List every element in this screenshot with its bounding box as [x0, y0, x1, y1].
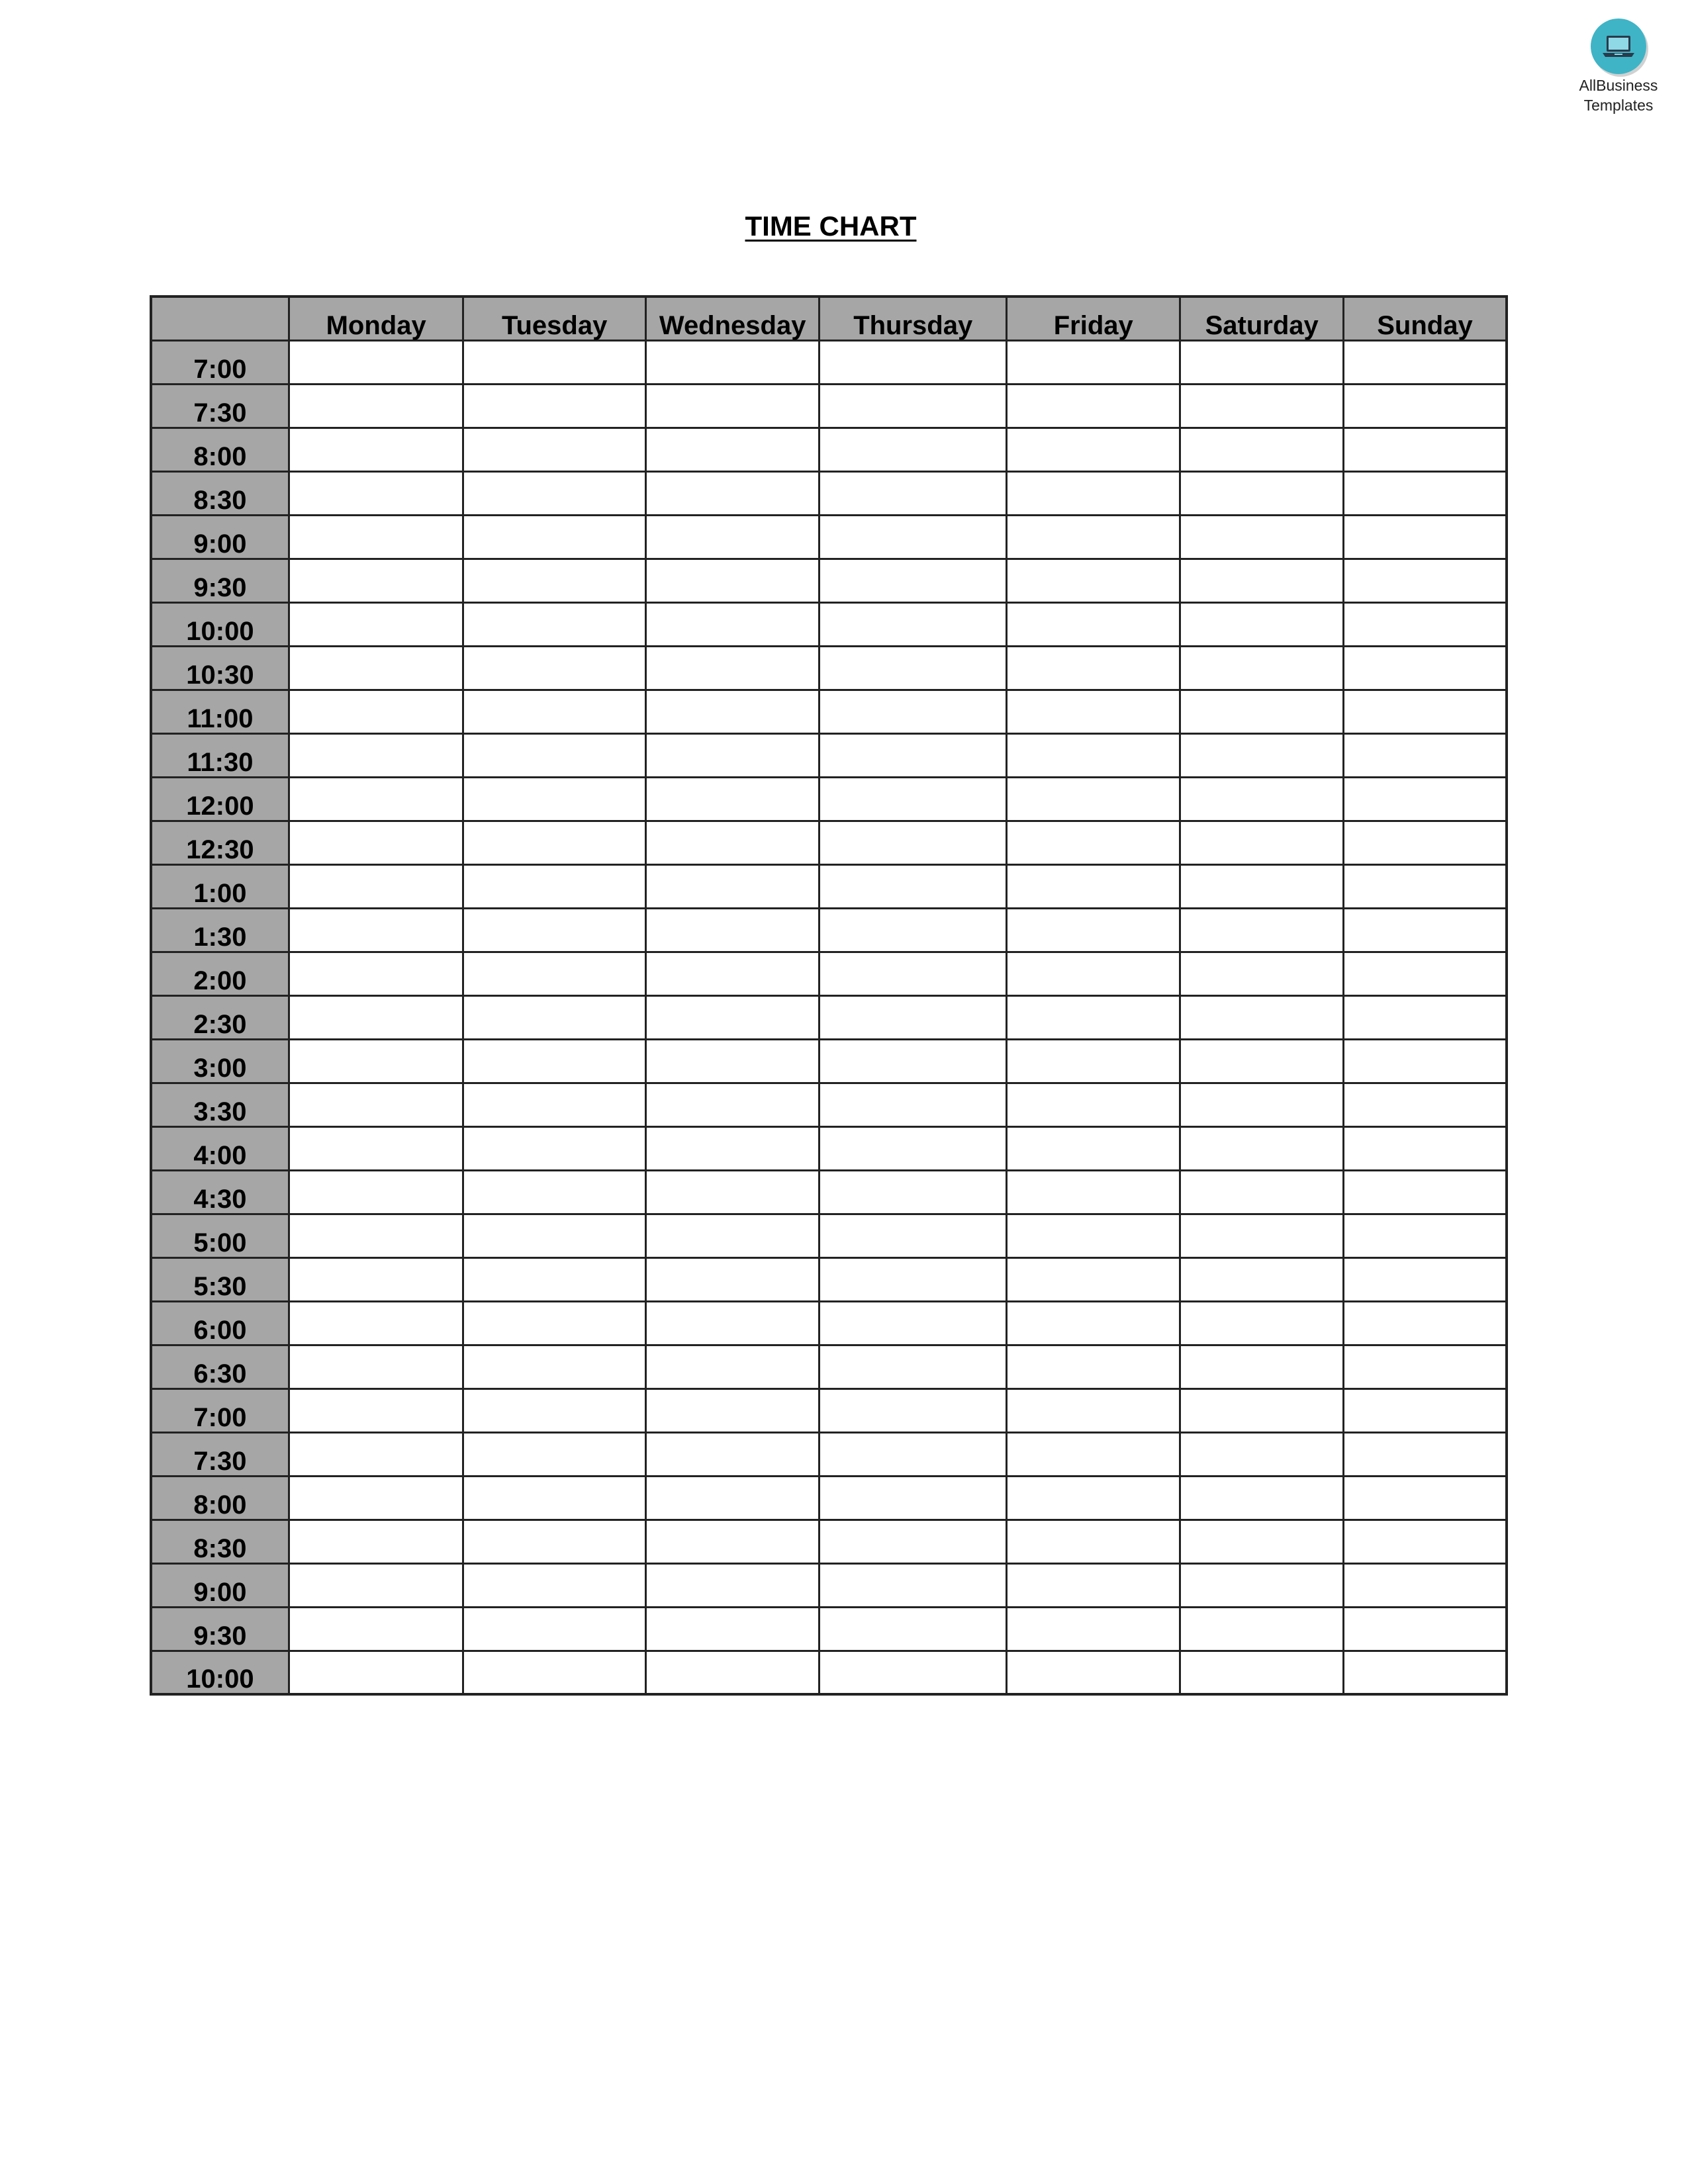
- schedule-cell-friday[interactable]: [1006, 1039, 1180, 1083]
- schedule-cell-tuesday[interactable]: [463, 733, 646, 777]
- schedule-cell-wednesday[interactable]: [645, 384, 820, 428]
- schedule-cell-tuesday[interactable]: [463, 1039, 646, 1083]
- schedule-cell-sunday[interactable]: [1343, 1432, 1507, 1476]
- schedule-cell-friday[interactable]: [1006, 952, 1180, 995]
- schedule-cell-saturday[interactable]: [1180, 864, 1343, 908]
- schedule-cell-tuesday[interactable]: [463, 1520, 646, 1563]
- schedule-cell-thursday[interactable]: [820, 1301, 1007, 1345]
- schedule-cell-monday[interactable]: [289, 1388, 463, 1432]
- schedule-cell-thursday[interactable]: [820, 908, 1007, 952]
- schedule-cell-thursday[interactable]: [820, 384, 1007, 428]
- schedule-cell-wednesday[interactable]: [645, 428, 820, 471]
- schedule-cell-saturday[interactable]: [1180, 1345, 1343, 1388]
- day-header-monday: Monday: [289, 296, 463, 340]
- schedule-cell-friday[interactable]: [1006, 1170, 1180, 1214]
- schedule-cell-friday[interactable]: [1006, 908, 1180, 952]
- table-row: [151, 1083, 1507, 1126]
- schedule-cell-wednesday[interactable]: [645, 471, 820, 515]
- schedule-cell-wednesday[interactable]: [645, 952, 820, 995]
- schedule-cell-thursday[interactable]: [820, 340, 1007, 384]
- schedule-cell-tuesday[interactable]: [463, 690, 646, 733]
- schedule-cell-saturday[interactable]: [1180, 1083, 1343, 1126]
- table-row: [151, 1520, 1507, 1563]
- time-label: 8:30: [151, 471, 289, 515]
- schedule-cell-thursday[interactable]: [820, 690, 1007, 733]
- schedule-cell-tuesday[interactable]: [463, 1214, 646, 1257]
- schedule-cell-monday[interactable]: [289, 733, 463, 777]
- table-row: [151, 1301, 1507, 1345]
- table-row: [151, 864, 1507, 908]
- schedule-cell-saturday[interactable]: [1180, 1170, 1343, 1214]
- schedule-cell-tuesday[interactable]: [463, 908, 646, 952]
- schedule-cell-monday[interactable]: [289, 1301, 463, 1345]
- time-label: 8:00: [151, 1476, 289, 1520]
- schedule-cell-tuesday[interactable]: [463, 1257, 646, 1301]
- table-row: [151, 1126, 1507, 1170]
- day-header-friday: Friday: [1006, 296, 1180, 340]
- schedule-cell-thursday[interactable]: [820, 1345, 1007, 1388]
- schedule-cell-monday[interactable]: [289, 384, 463, 428]
- schedule-cell-monday[interactable]: [289, 1257, 463, 1301]
- schedule-cell-saturday[interactable]: [1180, 1039, 1343, 1083]
- schedule-cell-sunday[interactable]: [1343, 1257, 1507, 1301]
- schedule-cell-saturday[interactable]: [1180, 384, 1343, 428]
- schedule-cell-tuesday[interactable]: [463, 646, 646, 690]
- schedule-cell-tuesday[interactable]: [463, 777, 646, 821]
- time-label: 10:00: [151, 602, 289, 646]
- schedule-cell-tuesday[interactable]: [463, 1345, 646, 1388]
- schedule-cell-thursday[interactable]: [820, 515, 1007, 559]
- schedule-cell-friday[interactable]: [1006, 646, 1180, 690]
- time-label: 11:30: [151, 733, 289, 777]
- page-title: TIME CHART: [745, 210, 917, 242]
- schedule-cell-wednesday[interactable]: [645, 1563, 820, 1607]
- schedule-cell-sunday[interactable]: [1343, 340, 1507, 384]
- schedule-cell-thursday[interactable]: [820, 471, 1007, 515]
- schedule-cell-sunday[interactable]: [1343, 777, 1507, 821]
- schedule-cell-thursday[interactable]: [820, 864, 1007, 908]
- table-row: [151, 1432, 1507, 1476]
- schedule-cell-thursday[interactable]: [820, 646, 1007, 690]
- schedule-cell-monday[interactable]: [289, 602, 463, 646]
- table-row: [151, 646, 1507, 690]
- schedule-cell-sunday[interactable]: [1343, 908, 1507, 952]
- schedule-cell-wednesday[interactable]: [645, 1083, 820, 1126]
- schedule-cell-wednesday[interactable]: [645, 1651, 820, 1694]
- schedule-cell-friday[interactable]: [1006, 821, 1180, 864]
- schedule-cell-sunday[interactable]: [1343, 1214, 1507, 1257]
- schedule-cell-sunday[interactable]: [1343, 995, 1507, 1039]
- time-label: 3:30: [151, 1083, 289, 1126]
- day-header-sunday: Sunday: [1343, 296, 1507, 340]
- schedule-cell-sunday[interactable]: [1343, 428, 1507, 471]
- schedule-cell-wednesday[interactable]: [645, 821, 820, 864]
- schedule-cell-tuesday[interactable]: [463, 1388, 646, 1432]
- schedule-cell-wednesday[interactable]: [645, 1520, 820, 1563]
- table-row: [151, 777, 1507, 821]
- schedule-cell-thursday[interactable]: [820, 1520, 1007, 1563]
- table-body: [151, 340, 1507, 1694]
- schedule-cell-monday[interactable]: [289, 340, 463, 384]
- schedule-cell-friday[interactable]: [1006, 340, 1180, 384]
- table-row: [151, 1257, 1507, 1301]
- schedule-cell-sunday[interactable]: [1343, 733, 1507, 777]
- schedule-cell-thursday[interactable]: [820, 1651, 1007, 1694]
- schedule-cell-tuesday[interactable]: [463, 995, 646, 1039]
- schedule-cell-wednesday[interactable]: [645, 1301, 820, 1345]
- schedule-cell-wednesday[interactable]: [645, 1607, 820, 1651]
- schedule-cell-friday[interactable]: [1006, 1257, 1180, 1301]
- schedule-cell-friday[interactable]: [1006, 384, 1180, 428]
- schedule-cell-wednesday[interactable]: [645, 1126, 820, 1170]
- schedule-cell-friday[interactable]: [1006, 515, 1180, 559]
- schedule-cell-tuesday[interactable]: [463, 952, 646, 995]
- schedule-cell-thursday[interactable]: [820, 733, 1007, 777]
- schedule-cell-friday[interactable]: [1006, 995, 1180, 1039]
- schedule-cell-sunday[interactable]: [1343, 864, 1507, 908]
- schedule-cell-monday[interactable]: [289, 864, 463, 908]
- schedule-cell-tuesday[interactable]: [463, 1301, 646, 1345]
- schedule-cell-saturday[interactable]: [1180, 428, 1343, 471]
- schedule-cell-saturday[interactable]: [1180, 1651, 1343, 1694]
- schedule-cell-monday[interactable]: [289, 1345, 463, 1388]
- schedule-cell-saturday[interactable]: [1180, 777, 1343, 821]
- time-label: 1:00: [151, 864, 289, 908]
- schedule-cell-sunday[interactable]: [1343, 559, 1507, 602]
- schedule-cell-thursday[interactable]: [820, 1563, 1007, 1607]
- schedule-cell-wednesday[interactable]: [645, 1214, 820, 1257]
- schedule-cell-thursday[interactable]: [820, 1214, 1007, 1257]
- time-label: 1:30: [151, 908, 289, 952]
- time-label: 12:00: [151, 777, 289, 821]
- schedule-cell-saturday[interactable]: [1180, 1432, 1343, 1476]
- table-row: [151, 1476, 1507, 1520]
- schedule-cell-monday[interactable]: [289, 821, 463, 864]
- schedule-cell-friday[interactable]: [1006, 559, 1180, 602]
- time-label: 7:30: [151, 384, 289, 428]
- schedule-cell-monday[interactable]: [289, 908, 463, 952]
- schedule-cell-sunday[interactable]: [1343, 821, 1507, 864]
- schedule-cell-saturday[interactable]: [1180, 340, 1343, 384]
- schedule-cell-thursday[interactable]: [820, 559, 1007, 602]
- schedule-cell-wednesday[interactable]: [645, 1039, 820, 1083]
- schedule-cell-sunday[interactable]: [1343, 1126, 1507, 1170]
- schedule-cell-friday[interactable]: [1006, 602, 1180, 646]
- schedule-cell-friday[interactable]: [1006, 471, 1180, 515]
- schedule-cell-sunday[interactable]: [1343, 1563, 1507, 1607]
- schedule-cell-wednesday[interactable]: [645, 1170, 820, 1214]
- schedule-cell-saturday[interactable]: [1180, 1563, 1343, 1607]
- schedule-cell-monday[interactable]: [289, 515, 463, 559]
- schedule-cell-thursday[interactable]: [820, 1170, 1007, 1214]
- time-label: 9:00: [151, 1563, 289, 1607]
- table-row: [151, 515, 1507, 559]
- schedule-cell-monday[interactable]: [289, 1520, 463, 1563]
- table-row: [151, 384, 1507, 428]
- schedule-cell-friday[interactable]: [1006, 1432, 1180, 1476]
- logo-line-2: Templates: [1583, 97, 1654, 114]
- schedule-cell-saturday[interactable]: [1180, 733, 1343, 777]
- schedule-cell-saturday[interactable]: [1180, 1126, 1343, 1170]
- time-label: 2:30: [151, 995, 289, 1039]
- schedule-cell-thursday[interactable]: [820, 1083, 1007, 1126]
- schedule-cell-sunday[interactable]: [1343, 1520, 1507, 1563]
- schedule-cell-monday[interactable]: [289, 1039, 463, 1083]
- schedule-cell-thursday[interactable]: [820, 1476, 1007, 1520]
- schedule-cell-sunday[interactable]: [1343, 1476, 1507, 1520]
- schedule-cell-wednesday[interactable]: [645, 602, 820, 646]
- schedule-cell-saturday[interactable]: [1180, 602, 1343, 646]
- schedule-cell-tuesday[interactable]: [463, 1126, 646, 1170]
- schedule-cell-tuesday[interactable]: [463, 1170, 646, 1214]
- schedule-cell-saturday[interactable]: [1180, 690, 1343, 733]
- day-header-tuesday: Tuesday: [463, 296, 646, 340]
- schedule-cell-saturday[interactable]: [1180, 1214, 1343, 1257]
- schedule-cell-tuesday[interactable]: [463, 864, 646, 908]
- schedule-cell-sunday[interactable]: [1343, 471, 1507, 515]
- schedule-cell-wednesday[interactable]: [645, 864, 820, 908]
- schedule-cell-tuesday[interactable]: [463, 515, 646, 559]
- schedule-cell-friday[interactable]: [1006, 1083, 1180, 1126]
- schedule-cell-friday[interactable]: [1006, 1388, 1180, 1432]
- time-label: 4:00: [151, 1126, 289, 1170]
- schedule-cell-saturday[interactable]: [1180, 995, 1343, 1039]
- time-chart-table: [150, 295, 1508, 1696]
- time-label: 9:00: [151, 515, 289, 559]
- schedule-cell-wednesday[interactable]: [645, 995, 820, 1039]
- schedule-cell-saturday[interactable]: [1180, 1257, 1343, 1301]
- schedule-cell-sunday[interactable]: [1343, 1388, 1507, 1432]
- schedule-cell-wednesday[interactable]: [645, 777, 820, 821]
- schedule-cell-thursday[interactable]: [820, 428, 1007, 471]
- time-label: 6:30: [151, 1345, 289, 1388]
- schedule-cell-friday[interactable]: [1006, 864, 1180, 908]
- schedule-cell-sunday[interactable]: [1343, 952, 1507, 995]
- schedule-cell-wednesday[interactable]: [645, 515, 820, 559]
- day-header-saturday: Saturday: [1180, 296, 1343, 340]
- schedule-cell-friday[interactable]: [1006, 733, 1180, 777]
- schedule-cell-thursday[interactable]: [820, 777, 1007, 821]
- schedule-cell-sunday[interactable]: [1343, 1083, 1507, 1126]
- schedule-cell-sunday[interactable]: [1343, 1301, 1507, 1345]
- schedule-cell-monday[interactable]: [289, 1476, 463, 1520]
- schedule-cell-tuesday[interactable]: [463, 821, 646, 864]
- schedule-cell-tuesday[interactable]: [463, 1651, 646, 1694]
- schedule-cell-saturday[interactable]: [1180, 1476, 1343, 1520]
- schedule-cell-monday[interactable]: [289, 1170, 463, 1214]
- time-label: 4:30: [151, 1170, 289, 1214]
- schedule-cell-sunday[interactable]: [1343, 1607, 1507, 1651]
- schedule-cell-sunday[interactable]: [1343, 1345, 1507, 1388]
- table-row: [151, 559, 1507, 602]
- schedule-cell-sunday[interactable]: [1343, 1651, 1507, 1694]
- schedule-cell-monday[interactable]: [289, 428, 463, 471]
- table-row: [151, 733, 1507, 777]
- schedule-cell-friday[interactable]: [1006, 690, 1180, 733]
- schedule-cell-wednesday[interactable]: [645, 1476, 820, 1520]
- corner-cell: [151, 296, 289, 340]
- schedule-cell-saturday[interactable]: [1180, 908, 1343, 952]
- schedule-cell-saturday[interactable]: [1180, 1520, 1343, 1563]
- schedule-cell-sunday[interactable]: [1343, 1039, 1507, 1083]
- schedule-cell-tuesday[interactable]: [463, 559, 646, 602]
- schedule-cell-wednesday[interactable]: [645, 559, 820, 602]
- schedule-cell-thursday[interactable]: [820, 602, 1007, 646]
- laptop-icon: [1591, 19, 1646, 74]
- schedule-cell-thursday[interactable]: [820, 1607, 1007, 1651]
- schedule-cell-sunday[interactable]: [1343, 1170, 1507, 1214]
- schedule-cell-friday[interactable]: [1006, 1651, 1180, 1694]
- schedule-cell-wednesday[interactable]: [645, 1432, 820, 1476]
- schedule-cell-thursday[interactable]: [820, 952, 1007, 995]
- table-row: [151, 908, 1507, 952]
- time-label: 10:00: [151, 1651, 289, 1694]
- table-row: [151, 602, 1507, 646]
- table-row: [151, 1388, 1507, 1432]
- schedule-cell-wednesday[interactable]: [645, 1257, 820, 1301]
- schedule-cell-saturday[interactable]: [1180, 1388, 1343, 1432]
- schedule-cell-monday[interactable]: [289, 777, 463, 821]
- schedule-cell-friday[interactable]: [1006, 777, 1180, 821]
- schedule-cell-friday[interactable]: [1006, 1126, 1180, 1170]
- schedule-cell-saturday[interactable]: [1180, 559, 1343, 602]
- schedule-cell-tuesday[interactable]: [463, 384, 646, 428]
- time-label: 9:30: [151, 559, 289, 602]
- time-label: 10:30: [151, 646, 289, 690]
- schedule-cell-sunday[interactable]: [1343, 602, 1507, 646]
- schedule-cell-tuesday[interactable]: [463, 340, 646, 384]
- time-label: 6:00: [151, 1301, 289, 1345]
- schedule-cell-saturday[interactable]: [1180, 1607, 1343, 1651]
- schedule-cell-saturday[interactable]: [1180, 471, 1343, 515]
- schedule-cell-sunday[interactable]: [1343, 384, 1507, 428]
- time-label: 7:00: [151, 1388, 289, 1432]
- schedule-cell-tuesday[interactable]: [463, 428, 646, 471]
- allbusiness-templates-logo: [1569, 19, 1668, 114]
- schedule-cell-monday[interactable]: [289, 1214, 463, 1257]
- schedule-cell-monday[interactable]: [289, 1126, 463, 1170]
- schedule-cell-wednesday[interactable]: [645, 340, 820, 384]
- time-label: 8:30: [151, 1520, 289, 1563]
- header-row: [151, 296, 1507, 340]
- schedule-cell-monday[interactable]: [289, 1432, 463, 1476]
- table-row: [151, 952, 1507, 995]
- schedule-cell-tuesday[interactable]: [463, 1083, 646, 1126]
- schedule-cell-friday[interactable]: [1006, 1301, 1180, 1345]
- table-row: [151, 340, 1507, 384]
- table-row: [151, 690, 1507, 733]
- time-label: 12:30: [151, 821, 289, 864]
- schedule-cell-monday[interactable]: [289, 690, 463, 733]
- schedule-cell-monday[interactable]: [289, 952, 463, 995]
- schedule-cell-saturday[interactable]: [1180, 1301, 1343, 1345]
- schedule-cell-tuesday[interactable]: [463, 471, 646, 515]
- table-row: [151, 1563, 1507, 1607]
- schedule-cell-sunday[interactable]: [1343, 515, 1507, 559]
- day-header-thursday: Thursday: [820, 296, 1007, 340]
- schedule-cell-tuesday[interactable]: [463, 602, 646, 646]
- schedule-cell-tuesday[interactable]: [463, 1607, 646, 1651]
- time-label: 7:00: [151, 340, 289, 384]
- schedule-cell-sunday[interactable]: [1343, 690, 1507, 733]
- time-label: 7:30: [151, 1432, 289, 1476]
- table-row: [151, 995, 1507, 1039]
- table-row: [151, 471, 1507, 515]
- time-label: 5:00: [151, 1214, 289, 1257]
- schedule-cell-saturday[interactable]: [1180, 821, 1343, 864]
- schedule-cell-thursday[interactable]: [820, 821, 1007, 864]
- schedule-cell-wednesday[interactable]: [645, 646, 820, 690]
- schedule-cell-sunday[interactable]: [1343, 646, 1507, 690]
- schedule-cell-wednesday[interactable]: [645, 1345, 820, 1388]
- schedule-cell-monday[interactable]: [289, 1651, 463, 1694]
- schedule-cell-monday[interactable]: [289, 1607, 463, 1651]
- schedule-cell-thursday[interactable]: [820, 1257, 1007, 1301]
- schedule-cell-friday[interactable]: [1006, 428, 1180, 471]
- schedule-cell-monday[interactable]: [289, 995, 463, 1039]
- schedule-cell-thursday[interactable]: [820, 1388, 1007, 1432]
- schedule-cell-thursday[interactable]: [820, 1039, 1007, 1083]
- time-label: 11:00: [151, 690, 289, 733]
- table-row: [151, 1607, 1507, 1651]
- schedule-cell-thursday[interactable]: [820, 1126, 1007, 1170]
- schedule-cell-wednesday[interactable]: [645, 733, 820, 777]
- schedule-cell-friday[interactable]: [1006, 1345, 1180, 1388]
- schedule-cell-tuesday[interactable]: [463, 1432, 646, 1476]
- schedule-cell-friday[interactable]: [1006, 1476, 1180, 1520]
- schedule-cell-saturday[interactable]: [1180, 515, 1343, 559]
- table-row: [151, 1170, 1507, 1214]
- schedule-cell-friday[interactable]: [1006, 1520, 1180, 1563]
- table-row: [151, 821, 1507, 864]
- table-row: [151, 1651, 1507, 1694]
- schedule-cell-wednesday[interactable]: [645, 1388, 820, 1432]
- table-row: [151, 1039, 1507, 1083]
- time-label: 2:00: [151, 952, 289, 995]
- schedule-cell-friday[interactable]: [1006, 1607, 1180, 1651]
- schedule-cell-monday[interactable]: [289, 471, 463, 515]
- schedule-cell-monday[interactable]: [289, 1563, 463, 1607]
- schedule-cell-wednesday[interactable]: [645, 690, 820, 733]
- time-label: 5:30: [151, 1257, 289, 1301]
- table-row: [151, 1345, 1507, 1388]
- schedule-cell-monday[interactable]: [289, 1083, 463, 1126]
- schedule-cell-saturday[interactable]: [1180, 952, 1343, 995]
- logo-line-1: AllBusiness: [1579, 77, 1658, 94]
- schedule-cell-monday[interactable]: [289, 559, 463, 602]
- schedule-cell-tuesday[interactable]: [463, 1476, 646, 1520]
- schedule-cell-tuesday[interactable]: [463, 1563, 646, 1607]
- schedule-cell-friday[interactable]: [1006, 1214, 1180, 1257]
- schedule-cell-monday[interactable]: [289, 646, 463, 690]
- table-row: [151, 428, 1507, 471]
- table-row: [151, 1214, 1507, 1257]
- time-label: 9:30: [151, 1607, 289, 1651]
- time-label: 3:00: [151, 1039, 289, 1083]
- day-header-wednesday: Wednesday: [645, 296, 820, 340]
- schedule-cell-thursday[interactable]: [820, 995, 1007, 1039]
- schedule-cell-wednesday[interactable]: [645, 908, 820, 952]
- schedule-cell-saturday[interactable]: [1180, 646, 1343, 690]
- schedule-cell-thursday[interactable]: [820, 1432, 1007, 1476]
- time-label: 8:00: [151, 428, 289, 471]
- schedule-cell-friday[interactable]: [1006, 1563, 1180, 1607]
